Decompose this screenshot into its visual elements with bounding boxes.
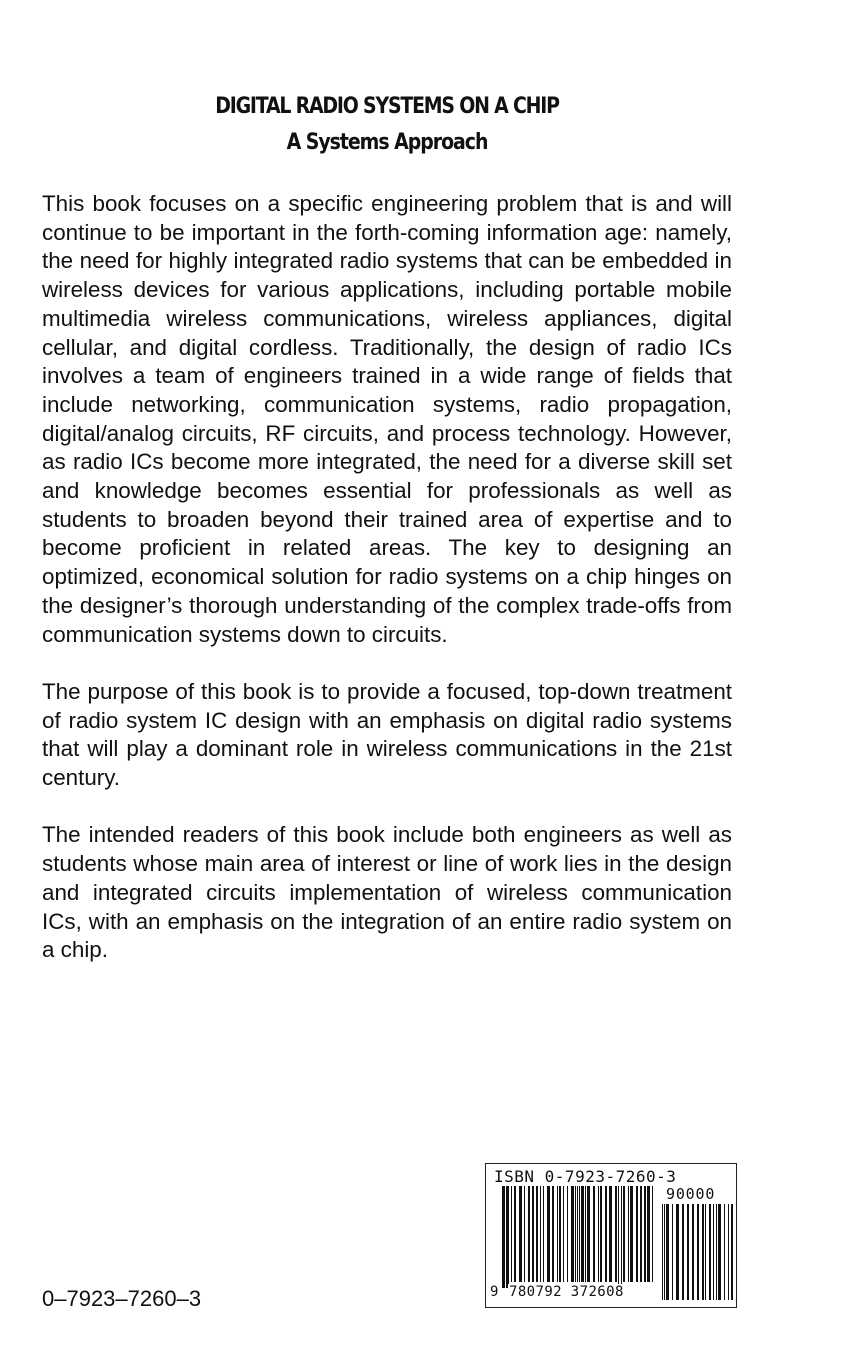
barcode-bar (615, 1186, 617, 1282)
barcode-bar (511, 1186, 512, 1282)
barcode-digits: 780792 372608 (509, 1284, 624, 1300)
description-paragraph-3: The intended readers of this book include both engineers as well as students whose main area of interest or line of work lies in the design and integrated circuits implementation of wireless communication ICs, with an emphasis on the integration of an entire radio system on a chip. (42, 822, 732, 963)
barcode-bar (672, 1204, 673, 1300)
barcode-bar (524, 1186, 525, 1282)
barcode-bar (709, 1204, 711, 1300)
barcode-bar (644, 1186, 646, 1282)
barcode-bar (609, 1186, 612, 1282)
barcode-bar (697, 1204, 699, 1300)
barcode-bar (540, 1186, 541, 1282)
barcode-bar (532, 1186, 534, 1282)
barcode-bar (716, 1204, 717, 1300)
barcode-bar (519, 1186, 522, 1282)
isbn-barcode (485, 1163, 737, 1308)
barcode-bar (705, 1204, 706, 1300)
barcode-bar (514, 1186, 516, 1282)
barcode-addon-digits: 90000 (666, 1185, 716, 1203)
barcode-bar (713, 1204, 714, 1300)
barcode-bar (618, 1186, 619, 1288)
barcode-bar (621, 1186, 622, 1288)
barcode-bar (718, 1204, 721, 1300)
barcode-bar (593, 1186, 595, 1282)
barcode-bar (647, 1186, 650, 1282)
isbn-number: 0–7923–7260–3 (42, 1286, 202, 1311)
barcode-bar (571, 1186, 574, 1282)
barcode-bar (724, 1204, 725, 1300)
barcode-bar (563, 1186, 564, 1282)
barcode-bar (581, 1186, 584, 1282)
description-paragraph-1: This book focuses on a specific engineering problem that is and will continue to be important in the forth-coming information age: namely, the need for highly integrated radio systems that can be embedded in wireless devices for various applications, including portable mobile multimedia wireless communications, wireless appliances, digital cellular, and digital cordless. Traditionally, the design of radio ICs involves a team of engineers trained in a wide range of fields that include networking, communication systems, radio propagation, digital/analog circuits, RF circuits, and process technology. However, as radio ICs become more integrated, the need for a diverse skill set and knowledge becomes essential for professionals as well as students to broaden beyond their trained area of expertise and to become proficient in related areas. The key to designing an optimized, economical solution for radio systems on a chip hinges on the designer’s thorough understanding of the complex trade-offs from communication systems down to circuits. (42, 191, 732, 647)
barcode-bar (552, 1186, 554, 1282)
barcode-bar (598, 1186, 599, 1282)
barcode-bar (575, 1186, 576, 1282)
barcode-bar (536, 1186, 538, 1282)
barcode-bar (664, 1204, 665, 1300)
barcode-bar (547, 1186, 550, 1282)
barcode-bar (666, 1204, 669, 1300)
back-cover-description (42, 190, 732, 994)
barcode-bar (502, 1186, 505, 1288)
barcode-bar (728, 1204, 729, 1300)
barcode-bar (528, 1186, 530, 1282)
barcode-bar (623, 1186, 625, 1282)
barcode-bar (628, 1186, 629, 1282)
barcode-bar (585, 1186, 586, 1282)
barcode-bar (682, 1204, 684, 1300)
barcode-first-digit: 9 (490, 1284, 499, 1300)
barcode-bar (506, 1186, 509, 1288)
barcode-bar (652, 1186, 653, 1282)
barcode-bar (579, 1186, 580, 1282)
barcode-bar (692, 1204, 694, 1300)
barcode-bar (600, 1186, 602, 1282)
barcode-bar (702, 1204, 704, 1300)
barcode-isbn-label: ISBN 0-7923-7260-3 (494, 1167, 677, 1186)
barcode-bar (605, 1186, 607, 1282)
barcode-bar (687, 1204, 689, 1300)
book-title: DIGITAL RADIO SYSTEMS ON A CHIP (215, 94, 559, 119)
barcode-bar (587, 1186, 590, 1282)
description-paragraph-2: The purpose of this book is to provide a focused, top-down treatment of radio system IC design with an emphasis on digital radio systems that will play a dominant role in wireless communications in the 21st century. (42, 678, 732, 791)
barcode-bar (636, 1186, 638, 1282)
barcode-bar (640, 1186, 642, 1282)
barcode-bar (676, 1204, 679, 1300)
barcode-bar (731, 1204, 733, 1300)
barcode-bar (567, 1186, 568, 1282)
barcode-bar (662, 1204, 663, 1300)
barcode-bar (559, 1186, 561, 1282)
barcode-bar (630, 1186, 633, 1282)
barcode-bar (577, 1186, 578, 1282)
barcode-bar (543, 1186, 544, 1282)
barcode-bar (557, 1186, 558, 1282)
book-subtitle: A Systems Approach (286, 130, 488, 155)
